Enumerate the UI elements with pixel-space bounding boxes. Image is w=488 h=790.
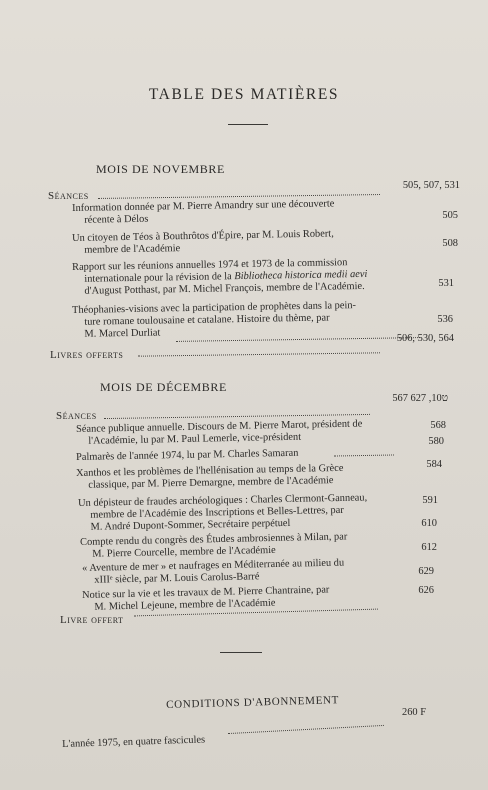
toc-entry — [72, 228, 334, 257]
toc-entry-page: 580 — [428, 436, 444, 447]
abonnement-price: 260 F — [402, 707, 426, 718]
livre-offert-label: Livre offert — [60, 614, 124, 626]
leader-dots — [334, 454, 394, 456]
page-title: TABLE DES MATIÈRES — [148, 86, 340, 103]
toc-entry-page: 531 — [438, 278, 454, 289]
section-heading-novembre: MOIS DE NOVEMBRE — [96, 162, 225, 176]
seances-label: Séances — [48, 190, 89, 202]
toc-entry-text: Notice sur la vie et les travaux de M. Pierre Chantraine, par — [82, 584, 330, 601]
toc-entry-text: Théophanies-visions avec la participation de prophètes dans la pein- — [72, 300, 357, 316]
toc-entry-page: 584 — [426, 459, 442, 470]
toc-entry-text: M. Marcel Durliat — [84, 327, 161, 341]
toc-entry-page: 508 — [442, 238, 458, 249]
toc-entry-page: 629 — [418, 566, 434, 577]
toc-entry — [82, 584, 330, 614]
toc-entry-text: l'Académie, lu par M. Paul Lemerle, vice-président — [88, 431, 302, 447]
seances-label: Séances — [56, 410, 97, 422]
toc-entry-text: Rapport sur les réunions annuelles 1974 et 1973 de la commission — [72, 257, 348, 273]
toc-entry-text: Compte rendu du congrès des Études ambrosiennes à Milan, par — [80, 531, 348, 548]
seances-pages: 505, 507, 531 — [402, 180, 460, 191]
leader-dots — [98, 194, 380, 199]
toc-entry-page: 591 — [422, 495, 438, 506]
toc-entry-text: xIIIᵉ siècle, par M. Louis Carolus-Barré — [94, 571, 260, 586]
toc-entry-text: Un citoyen de Téos à Bouthrôtos d'Épire, par M. Louis Robert, — [72, 228, 334, 244]
toc-entry-text: Xanthos et les problèmes de l'hellénisation au temps de la Grèce — [76, 462, 344, 479]
toc-entry-page: 612 — [421, 542, 437, 553]
toc-entry-text: membre de l'Académie des Inscriptions et Belles-Lettres, par — [90, 505, 344, 521]
leader-dots — [138, 352, 380, 356]
toc-entry-text: Information donnée par M. Pierre Amandry sur une découverte — [72, 198, 335, 214]
toc-entry — [72, 198, 335, 227]
section-divider — [220, 652, 262, 653]
toc-entry — [82, 558, 345, 588]
toc-entry-text: Séance publique annuelle. Discours de M. Pierre Marot, président de — [76, 418, 363, 435]
toc-entry — [72, 300, 357, 342]
section-heading-decembre: MOIS DE DÉCEMBRE — [100, 380, 227, 394]
toc-entry-title: Bibliotheca historica medii aevi — [234, 269, 368, 283]
toc-entry-text: « Aventure de mer » et naufrages en Méditerranée au milieu du — [82, 557, 345, 574]
seances-pages: 567 ט10, 627 — [392, 393, 448, 404]
livre-offert-page: 626 — [418, 585, 434, 596]
livres-offerts-pages: 506, 530, 564 — [396, 333, 454, 344]
title-divider — [228, 124, 268, 125]
leader-dots — [228, 725, 384, 734]
abonnement-line: L'année 1975, en quatre fascicules — [62, 734, 206, 750]
toc-entry-page: 505 — [442, 210, 458, 221]
toc-entry-page: 536 — [437, 314, 453, 325]
toc-entry-text: Palmarès de l'année 1974, lu par M. Charles Samaran — [76, 447, 299, 463]
toc-entry — [76, 448, 299, 464]
toc-entry-text: récente à Délos — [84, 213, 149, 226]
toc-entry-text: d'August Potthast, par M. Michel François, membre de l'Académie. — [84, 281, 365, 298]
toc-entry-text: M. Michel Lejeune, membre de l'Académie — [94, 597, 276, 613]
toc-entry-text: membre de l'Académie — [84, 243, 181, 256]
toc-entry — [78, 492, 368, 534]
toc-entry-text: M. Pierre Courcelle, membre de l'Académie — [92, 545, 276, 560]
toc-entry — [72, 257, 368, 299]
abonnement-heading: CONDITIONS D'ABONNEMENT — [166, 694, 340, 711]
toc-entry-page: 610 — [421, 518, 437, 529]
toc-entry-page: 568 — [430, 420, 446, 431]
toc-entry — [76, 463, 344, 493]
toc-entry-text: M. André Dupont-Sommer, Secrétaire perpétuel — [90, 518, 291, 534]
toc-entry-text: Un dépisteur de fraudes archéologiques : Charles Clermont-Ganneau, — [78, 492, 368, 509]
toc-entry-text: internationale pour la révision de la — [84, 271, 235, 285]
toc-entry — [76, 419, 363, 449]
toc-entry-text: ture romane toulousaine et catalane. Histoire du thème, par — [84, 312, 330, 328]
toc-entry — [80, 531, 348, 561]
livres-offerts-label: Livres offerts — [50, 349, 124, 361]
toc-entry-text: classique, par M. Pierre Demargne, membre de l'Académie — [88, 475, 334, 491]
